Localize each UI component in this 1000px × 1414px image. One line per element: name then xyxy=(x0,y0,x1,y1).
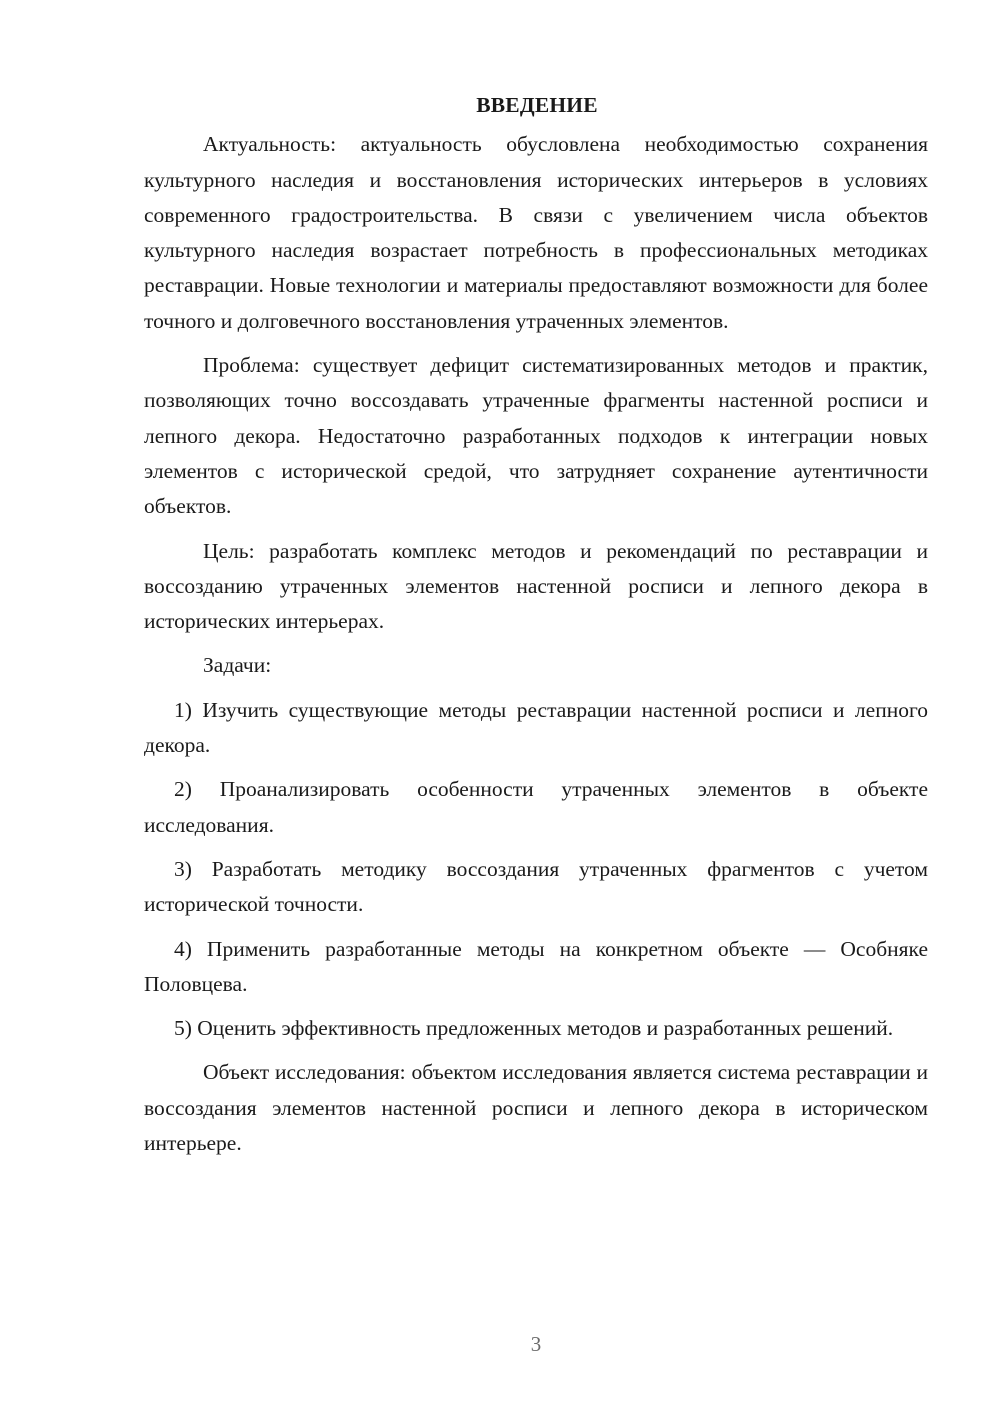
goal-paragraph: Цель: разработать комплекс методов и рекомендаций по реставрации и воссозданию утраченных элементов настенной росписи и лепного декора в исторических интерьерах. xyxy=(144,538,928,634)
task-item-2: 2) Проанализировать особенности утраченных элементов в объекте исследования. xyxy=(144,777,928,837)
problem-paragraph: Проблема: существует дефицит систематизированных методов и практик, позволяющих точно воссоздавать утраченные фрагменты настенной росписи и лепного декора. Недостаточно разработанных подходов к интеграции новых элементов с исторической средой, что затрудняет сохранение аутентичности объектов. xyxy=(144,353,928,519)
document-page xyxy=(144,88,928,1161)
relevance-paragraph: Актуальность: актуальность обусловлена необходимостью сохранения культурного наследия и восстановления исторических интерьеров в условиях современного градостроительства. В связи с увеличением числа объектов культурного наследия возрастает потребность в профессиональных методиках реставрации. Новые технологии и материалы предоставляют возможности для более точного и долговечного восстановления утраченных элементов. xyxy=(144,132,928,333)
section-title: ВВЕДЕНИЕ xyxy=(476,93,598,117)
task-item-5: 5) Оценить эффективность предложенных методов и разработанных решений. xyxy=(174,1016,894,1041)
task-item-4: 4) Применить разработанные методы на конкретном объекте — Особняке Половцева. xyxy=(144,936,928,996)
page-number: 3 xyxy=(530,1332,542,1356)
object-paragraph: Объект исследования: объектом исследования является система реставрации и воссоздания элементов настенной росписи и лепного декора в историческом интерьере. xyxy=(144,1060,928,1156)
task-item-1: 1) Изучить существующие методы реставрации настенной росписи и лепного декора. xyxy=(144,697,928,758)
tasks-heading: Задачи: xyxy=(203,653,272,678)
task-item-3: 3) Разработать методику воссоздания утраченных фрагментов с учетом исторической точности. xyxy=(144,856,928,917)
